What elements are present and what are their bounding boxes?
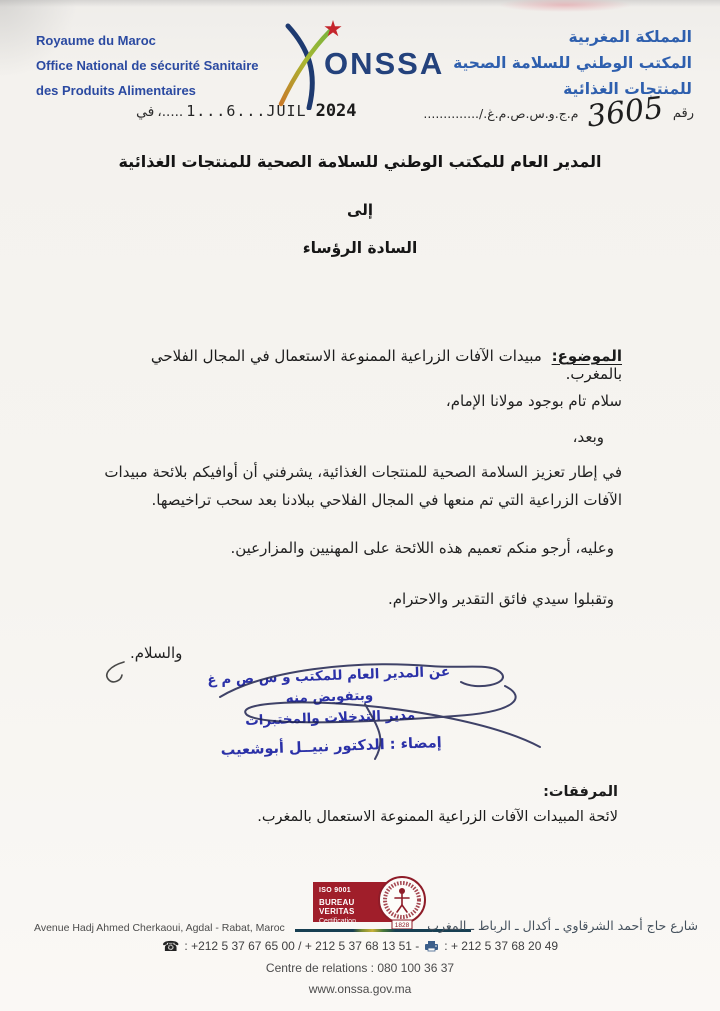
- bureau-veritas-logo: [313, 880, 433, 930]
- salam-line: والسلام.: [130, 644, 183, 662]
- reference-label: رقم: [672, 105, 694, 121]
- stamp-line-1: عن المدير العام للمكتب و س ص م غ: [207, 663, 451, 689]
- handwritten-mark-icon: [100, 658, 132, 690]
- closing-line: وتقبلوا سيدي فائق التقدير والاحترام.: [387, 590, 614, 608]
- reference-code: م.ج.و.س.ص.م.غ./..............: [423, 105, 579, 121]
- attachments-item: لائحة المبيدات الآفات الزراعية الممنوعة الاستعمال بالمغرب.: [257, 809, 618, 826]
- phone-numbers-text: : +212 5 37 67 65 00 / + 212 5 37 68 13 51 -: [184, 939, 420, 953]
- subject-text: مبيدات الآفات الزراعية الممنوعة الاستعمال في المجال الفلاحي بالمغرب.: [150, 347, 622, 383]
- footer-address-french: Avenue Hadj Ahmed Cherkaoui, Agdal - Rabat, Maroc: [34, 922, 285, 934]
- reference-number-handwritten: 3605: [585, 90, 666, 135]
- fax-number-text: : + 212 5 37 68 20 49: [444, 939, 559, 953]
- header-french-block: [36, 28, 259, 103]
- to-label: إلى: [347, 201, 373, 219]
- stamp-line-3: مدير التدخلات والمختبرات: [244, 706, 416, 729]
- phone-icon: ☎: [161, 938, 180, 954]
- products-arabic-text: للمنتجات الغذائية: [563, 80, 692, 98]
- bureau-veritas-seal-icon: [375, 874, 429, 932]
- subject-label: الموضوع:: [551, 347, 622, 365]
- seal-year-text: 1828: [394, 922, 410, 929]
- recipients-title: السادة الرؤساء: [302, 239, 418, 257]
- body-paragraph: في إطار تعزيز السلامة الصحية للمنتجات الغذائية، يشرفني أن أوافيكم بلائحة مبيدات الآفات الزراعية التي تم منعها في المجال الفلاحي ببلادنا بعد سحب تراخيصها.: [104, 463, 622, 509]
- sender-title: المدير العام للمكتب الوطني للسلامة الصحية للمنتجات الغذائية: [118, 152, 602, 171]
- certification-text: Certification: [319, 918, 356, 925]
- onssa-logo: [272, 20, 454, 110]
- kingdom-arabic-text: المملكة المغربية: [568, 28, 692, 46]
- footer-contact-row: [0, 939, 720, 953]
- royaume-du-maroc-text: Royaume du Maroc: [36, 33, 156, 48]
- after-line: وبعد،: [572, 428, 604, 446]
- date-dotted-line: ،.....: [157, 104, 184, 120]
- signer-name: إمضاء : الدكتور نبيــل أبوشعيب: [220, 734, 442, 759]
- onssa-logo-text: ONSSA: [324, 46, 445, 81]
- footer-website-text: www.onssa.gov.ma: [308, 982, 412, 996]
- footer-address-arabic: شارع حاج أحمد الشرقاوي ـ أكدال ـ الرباط ـ المغرب: [427, 918, 698, 933]
- attachments-label: المرفقات:: [543, 784, 618, 800]
- stamp-line-2: وبتفويض منه: [285, 687, 374, 707]
- office-arabic-text: المكتب الوطني للسلامة الصحية: [453, 54, 692, 72]
- bureau-veritas-text: BUREAU VERITAS: [319, 898, 355, 916]
- reference-line: [423, 90, 694, 135]
- date-line: [136, 101, 357, 121]
- greeting-line: سلام تام بوجود مولانا الإمام،: [445, 392, 622, 410]
- footer-relations-text: Centre de relations : 080 100 36 37: [265, 961, 455, 975]
- date-prefix-text: في: [136, 104, 155, 120]
- produits-alimentaires-text: des Produits Alimentaires: [36, 83, 196, 98]
- office-national-text: Office National de sécurité Sanitaire: [36, 58, 259, 73]
- attachments-block: [98, 780, 618, 831]
- request-line: وعليه، أرجو منكم تعميم هذه اللائحة على المهنيين والمزارعين.: [230, 539, 614, 557]
- date-year-stamp: 2024: [315, 101, 357, 121]
- fax-icon: [424, 940, 439, 952]
- iso-9001-text: ISO 9001: [319, 887, 351, 894]
- subject-line: [98, 347, 622, 383]
- signature-scrawl-icon: [205, 652, 550, 770]
- date-day-stamp: 1...6...JUIL: [186, 102, 307, 120]
